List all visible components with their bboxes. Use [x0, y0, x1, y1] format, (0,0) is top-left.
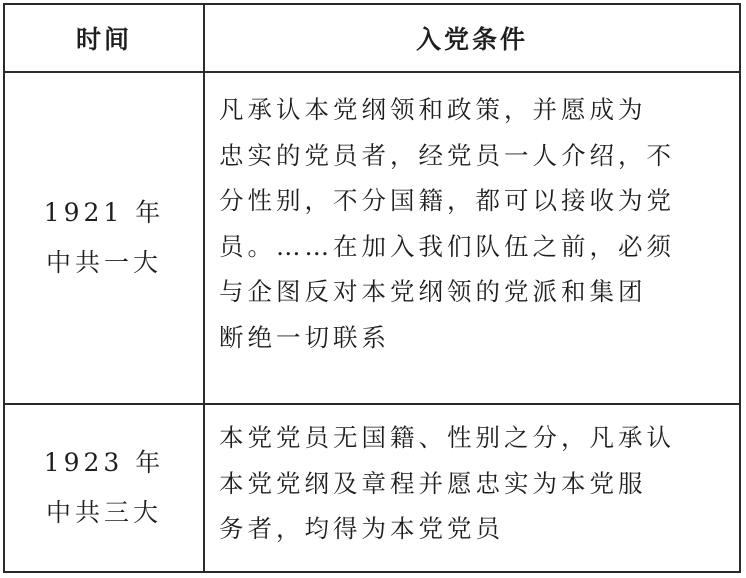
row-2-line-2: 本党党纲及章程并愿忠实为本党服	[219, 468, 647, 498]
row-1-period	[5, 73, 203, 403]
row-2-period	[5, 405, 203, 571]
row-2-line-3: 务者，均得为本党党员	[219, 514, 504, 543]
row-1-line-3: 分性别，不分国籍，都可以接收为党	[219, 186, 675, 215]
row-2-year: 1923 年	[43, 448, 165, 477]
row-1-line-6: 断绝一切联系	[219, 322, 390, 352]
row-1-line-2: 忠实的党员者，经党员一人介绍，不	[219, 140, 675, 170]
row-1-conditions	[205, 73, 739, 403]
row-1-year: 1921 年	[43, 198, 165, 227]
row-2-congress: 中共三大	[45, 498, 162, 527]
row-1-congress: 中共一大	[45, 248, 162, 277]
row-1-line-1: 凡承认本党纲领和政策，并愿成为	[219, 95, 647, 124]
header-time: 时间	[75, 25, 132, 54]
row-1-line-4: 员。……在加入我们队伍之前，必须	[219, 231, 675, 261]
header-conditions: 入党条件	[415, 25, 528, 54]
row-1-line-5: 与企图反对本党纲领的党派和集团	[219, 277, 647, 306]
party-membership-table	[3, 3, 741, 573]
row-2-conditions	[205, 405, 739, 571]
row-2-line-1: 本党党员无国籍、性别之分，凡承认	[219, 423, 675, 452]
